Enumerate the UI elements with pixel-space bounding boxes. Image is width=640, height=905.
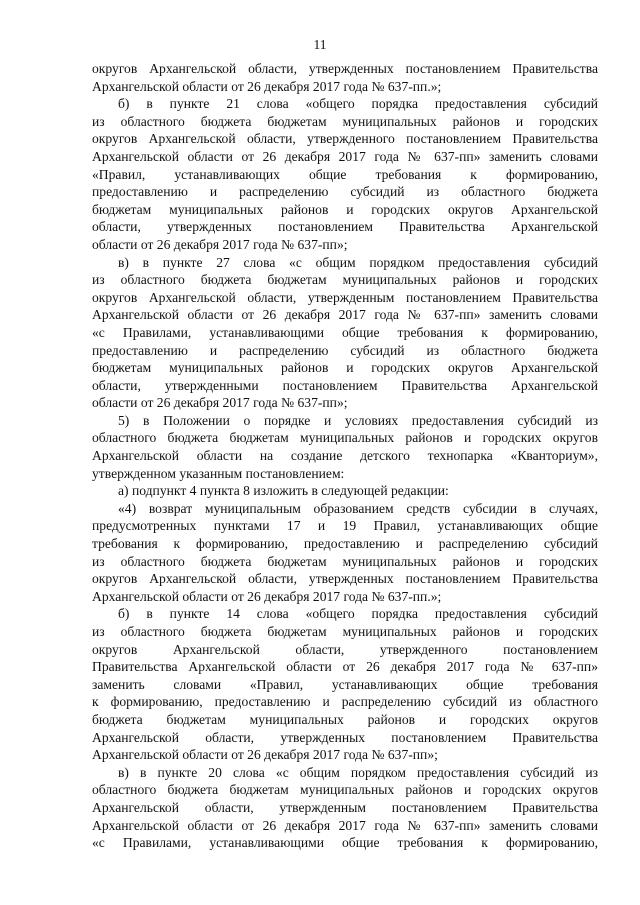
text-line: «4) возврат муниципальным образованием средств субсидии в случаях, [118,500,598,516]
page-number: 11 [313,37,327,52]
text-line: а) подпункт 4 пункта 8 изложить в следующей редакции: [118,483,449,499]
text-line: б) в пункте 14 слова «общего порядка предоставления субсидий [118,606,598,622]
text-line: к формированию, предоставлению и распределению субсидий из областного [92,694,598,710]
text-line: Правительства Архангельской области от 26 декабря 2017 года № 637-пп» [92,659,598,675]
text-line: Архангельской области от 26 декабря 2017 года № 637-пп»; [92,747,438,763]
text-line: утвержденном указанным постановлением: [92,465,345,481]
text-line: областного бюджета бюджетам муниципальных районов и городских округов [92,430,598,446]
text-line: округов Архангельской области, утвержденного постановлением Правительства [92,131,598,147]
text-line: области, утвержденных постановлением Правительства Архангельской [92,219,598,235]
text-line: округов Архангельской области, утвержденных постановлением Правительства [92,61,598,76]
text-line: Архангельской области на создание детского технопарка «Кванториум», [92,448,598,464]
text-line: округов Архангельской области, утвержденных постановлением Правительства [92,571,598,587]
text-line: предоставлению и распределению субсидий из областного бюджета [92,184,598,200]
text-line: «с Правилами, устанавливающими общие требования к формированию, [92,835,598,851]
text-line: областного бюджета бюджетам муниципальных районов и городских округов [92,782,598,798]
text-line: Архангельской области, утвержденных постановлением Правительства [92,729,598,745]
text-line: области от 26 декабря 2017 года № 637-пп»; [92,395,348,411]
text-line: «Правил, устанавливающих общие требования к формированию, [92,166,598,182]
text-line: области от 26 декабря 2017 года № 637-пп»; [92,236,348,252]
document-body [92,60,598,852]
text-line: Архангельской области от 26 декабря 2017 года № 637-пп» заменить словами [92,148,598,164]
text-line: бюджетам муниципальных районов и городских округов Архангельской [92,201,598,217]
text-line: округов Архангельской области, утвержденного постановлением [92,641,598,657]
text-line: заменить словами «Правил, устанавливающих общие требования [92,676,598,692]
text-line: в) в пункте 27 слова «с общим порядком предоставления субсидий [118,254,598,270]
text-line: из областного бюджета бюджетам муниципальных районов и городских [92,272,598,288]
text-line: из областного бюджета бюджетам муниципальных районов и городских [92,553,598,569]
text-line: области, утвержденными постановлением Правительства Архангельской [92,377,598,393]
text-line: 5) в Положении о порядке и условиях предоставления субсидий из [118,412,598,428]
text-line: округов Архангельской области, утвержденным постановлением Правительства [92,289,598,305]
text-line: из областного бюджета бюджетам муниципальных районов и городских [92,113,598,129]
text-line: из областного бюджета бюджетам муниципальных районов и городских [92,624,598,639]
text-line: «с Правилами, устанавливающими общие требования к формированию, [92,324,598,340]
text-line: предусмотренных пунктами 17 и 19 Правил, устанавливающих общие [92,518,598,534]
text-line: б) в пункте 21 слова «общего порядка предоставления субсидий [118,96,598,112]
text-line: Архангельской области от 26 декабря 2017 года № 637-пп» заменить словами [92,307,598,323]
text-line: Архангельской области от 26 декабря 2017 года № 637-пп» заменить словами [92,817,598,833]
text-line: требования к формированию, предоставлению и распределению субсидий [92,536,598,552]
text-line: бюджета бюджетам муниципальных районов и городских округов [92,711,598,727]
text-line: Архангельской области, утвержденным постановлением Правительства [92,799,598,815]
text-line: в) в пункте 20 слова «с общим порядком предоставления субсидий из [118,764,598,780]
text-line: бюджетам муниципальных районов и городских округов Архангельской [92,360,598,376]
text-line: предоставлению и распределению субсидий из областного бюджета [92,342,598,358]
text-line: Архангельской области от 26 декабря 2017 года № 637-пп.»; [92,588,442,604]
text-line: Архангельской области от 26 декабря 2017 года № 637-пп.»; [92,78,442,94]
